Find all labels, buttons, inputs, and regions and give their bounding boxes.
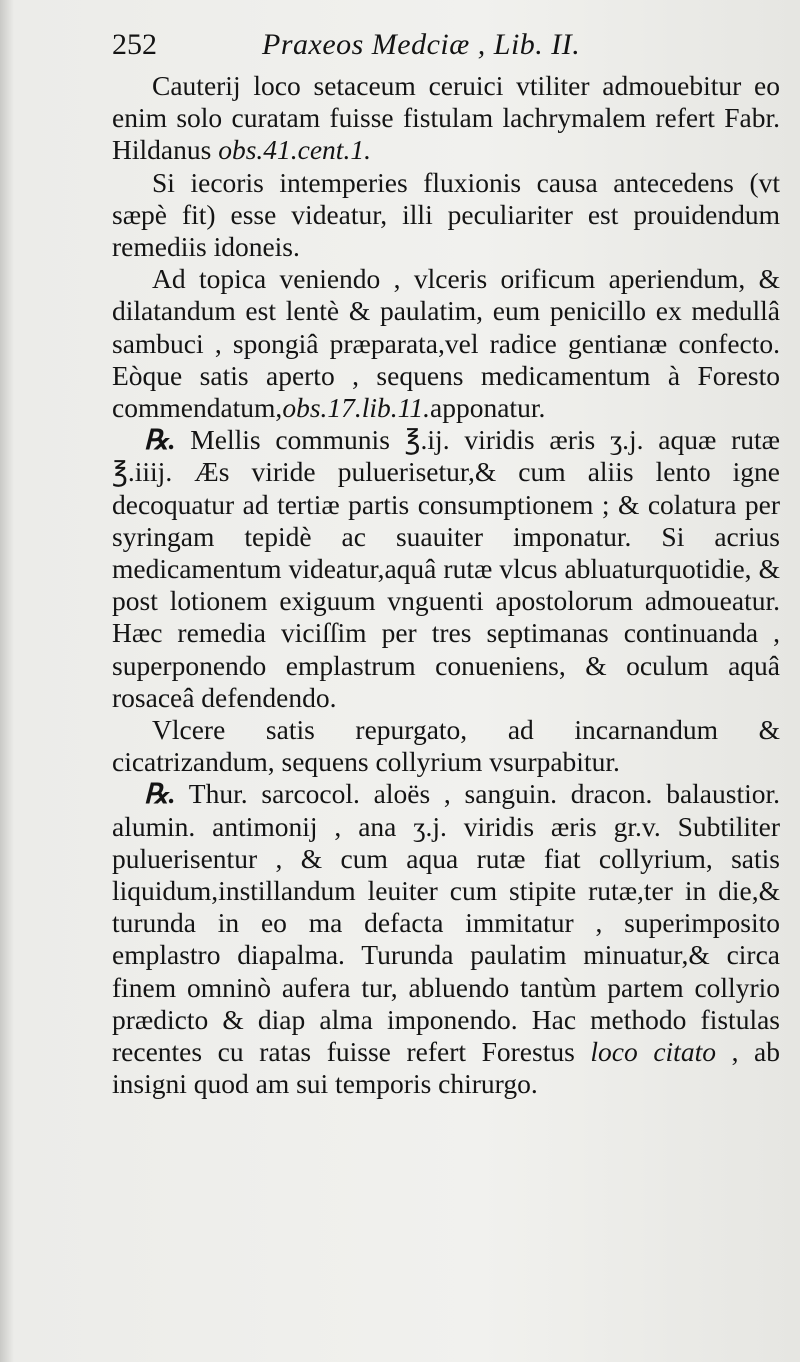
paragraph-text: Si iecoris intemperies fluxionis causa antecedens (vt sæpè fit) esse videatur, illi peculiariter est prouidendum remediis idoneis.: [112, 166, 780, 263]
paragraph-topica: [112, 263, 780, 424]
recipe-collyrium: [112, 778, 780, 1100]
paragraph-tail: , ab insigni quod am sui temporis chirurgo.: [112, 1036, 780, 1100]
paragraph-text: Vlcere satis repurgato, ad incarnandum & cicatrizandum, sequens collyrium vsurpabitur.: [112, 714, 780, 778]
recipe-symbol: ℞.: [144, 424, 176, 456]
paragraph-cauterium: [112, 70, 780, 167]
page-body: [112, 70, 780, 1101]
paragraph-text: Thur. sarcocol. aloës , sanguin. dracon. balaustior. alumin. antimonij , ana ʒ.j. viridis æris gr.v. Subtiliter puluerisentur , & cum aqua rutæ fiat collyrium, satis liquidum,instillandum leuiter cum stipite rutæ,ter in die,& turunda in eo ma defacta immitatur , superimposito emplastro diapalma. Turunda paulatim minuatur,& circa finem omninò aufera tur, abluendo tantùm partem collyrio prædicto & diap alma imponendo. Hac methodo fistulas recentes cu ratas fuisse refert Forestus: [112, 778, 780, 1068]
running-title: Praxeos Medciæ , Lib. II.: [262, 28, 581, 61]
citation: loco citato: [590, 1036, 716, 1068]
citation: obs.17.lib.11.: [282, 392, 431, 424]
page-header: [112, 28, 752, 68]
paragraph-tail: apponatur.: [430, 392, 546, 424]
citation: obs.41.cent.1.: [218, 134, 371, 166]
paragraph-text: Cauterij loco setaceum ceruici vtiliter admouebitur eo enim solo curatam fuisse fistulam lachrymalem refert Fabr. Hildanus: [112, 70, 780, 166]
recipe-mellis: [112, 424, 780, 714]
paragraph-iecoris: [112, 167, 780, 264]
paragraph-vlcere: [112, 714, 780, 778]
page-number: 252: [112, 28, 157, 61]
paragraph-text: Ad topica veniendo , vlceris orificum aperiendum, & dilatandum est lentè & paulatim, eum penicillo ex medullâ sambuci , spongiâ præparata,vel radice gentianæ confecto. Eòque satis aperto , sequens medicamentum à Foresto commendatum,: [112, 263, 780, 424]
recipe-symbol: ℞.: [144, 778, 176, 810]
paragraph-text: Mellis communis ℥.ij. viridis æris ʒ.j. aquæ rutæ ℥.iiij. Æs viride puluerisetur,& cum aliis lento igne decoquatur ad tertiæ partis consumptionem ; & colatura per syringam tepidè ac suauiter imponatur. Si acrius medicamentum videatur,aquâ rutæ vlcus abluaturquotidie, & post lotionem exiguum vnguenti apostolorum admoueatur. Hæc remedia viciſſim per tres septimanas continuanda , superponendo emplastrum conueniens, & oculum aquâ rosaceâ defendendo.: [112, 424, 780, 713]
